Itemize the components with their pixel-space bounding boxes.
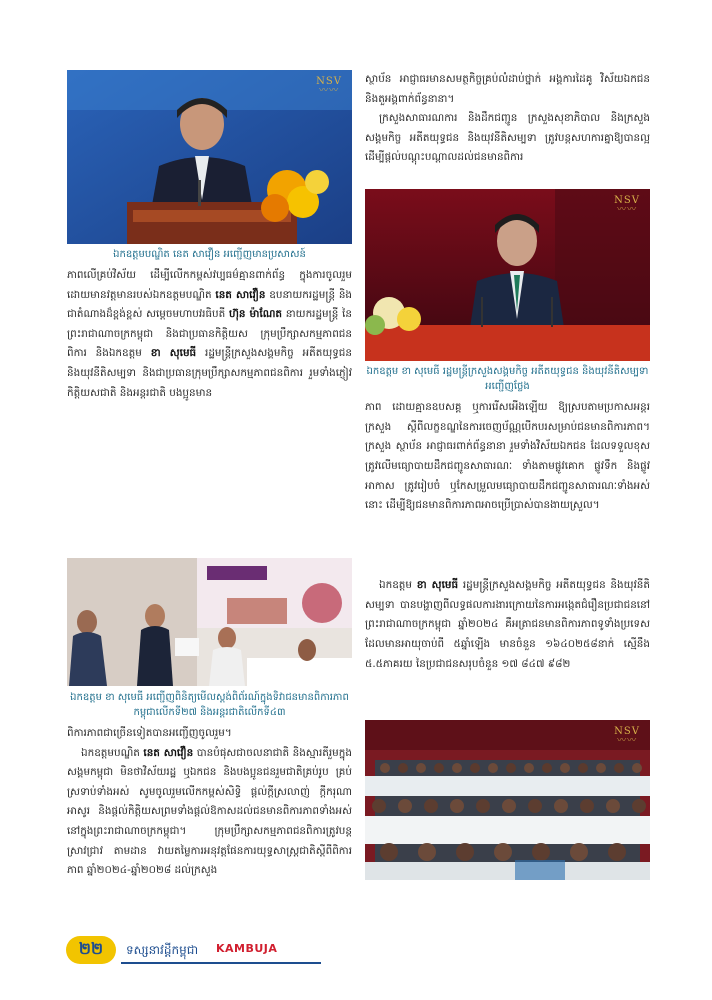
left-paragraph-1: ភាពលើគ្រប់វិស័យ ដើម្បីលើកកម្ពស់វប្បធម៌គ្មានពាក់ព័ន្ធ ក្នុងការចូលរួម ដោយមានវត្តមានរបស់ឯកឧត្តមបណ្ឌិត នេត សាវឿន ឧបនាយករដ្ឋមន្ត្រី និងជាតំណាងដ៏ខ្ពង់ខ្ពស់ សម្តេចមហាបវរធិបតី ហ៊ុន ម៉ាណែត នាយករដ្ឋមន្ត្រី នៃព្រះរាជាណាចក្រកម្ពុជា និងជាប្រធានកិត្តិយស ក្រុមប្រឹក្សាសកម្មភាពជនពិការ និងឯកឧត្តម ខា សុមេធី រដ្ឋមន្ត្រីក្រសួងសង្គមកិច្ច អតីតយុទ្ធជន និងយុវនីតិសម្បទា និងជាប្រធានក្រុមប្រឹក្សាសកម្មភាពជនពិការ រួមទាំងភ្ញៀវកិត្តិយសជាតិ និងអន្តរជាតិ បងប្អូនមាន <box>67 269 352 399</box>
left-paragraph-3: ឯកឧត្តមបណ្ឌិត នេត សាវឿន បានបំផុសជាចលនាជាតិ និងស្មារតីរួមក្នុងសង្គមកម្ពុជា មិនថាវិស័យរដ្ឋ ឬឯកជន និងបងប្អូនជនរួមជាតិគ្រប់រូប គ្រប់ស្រទាប់ទាំងអស់ សូមចូលរួមលើកកម្ពស់សិទ្ធិ ផ្តល់ក្តីស្រលាញ់ ក្តីករុណាអាសូរ និងផ្តល់កិត្តិយសព្រមទាំងផ្តល់ឱកាសដល់ជនមានពិការភាពទាំងអស់នៅក្នុងព្រះរាជាណាចក្រកម្ពុជា។ ក្រុមប្រឹក្សាសកម្មភាពជនពិការត្រូវបន្តស្រាវជ្រាវ តាមដាន វាយតម្លៃការអនុវត្តផែនការយុទ្ធសាស្ត្រជាតិស្តីពីពិការភាព ឆ្នាំ២០២៤-ឆ្នាំ២០២៨ ដល់ក្រសួង <box>67 746 352 877</box>
nsv-logo: NSV 〰〰 <box>614 726 640 747</box>
page-footer <box>66 936 326 966</box>
photo-exhibition <box>67 558 352 686</box>
audience-photo-image <box>365 720 650 880</box>
page-number: ២២ <box>66 936 116 964</box>
photo-caption-3: ឯកឧត្តម ខា សុមេធី រដ្ឋមន្ត្រីក្រសួងសង្គមកិច្ច អតីតយុទ្ធជន និងយុវនីតិសម្បទា អញ្ជើញថ្លែង <box>366 366 649 393</box>
minister-photo-image <box>365 189 650 361</box>
speaker-photo-image <box>67 70 352 244</box>
left-paragraph-2: ពិការភាពជាច្រើនទៀតបានអញ្ជើញចូលរួម។ <box>67 727 232 739</box>
nsv-logo: NSV 〰〰 <box>614 195 640 216</box>
photo-caption-2: ឯកឧត្តម ខា សុមេធី អញ្ជើញពិនិត្យមើលស្តង់ពិព័រណ៍ក្នុងទិវាជនមានពិការភាពកម្ពុជាលើកទី២៧ និងអន្តរជាតិលើកទី៤៣ <box>70 692 349 718</box>
photo-audience <box>365 720 650 880</box>
photo-speaker <box>67 70 352 244</box>
photo-minister-speech <box>365 189 650 361</box>
right-paragraph-2: ក្រសួងសាធារណការ និងដឹកជញ្ជូន ក្រសួងសុខាភិបាល និងក្រសួងសង្គមកិច្ច អតីតយុទ្ធជន និងយុវនីតិសម្បទា ត្រូវបន្តសហការគ្នាឱ្យបានល្អ ដើម្បីផ្តល់បណ្តុះបណ្តាលដល់ជនមានពិការ <box>365 112 650 164</box>
right-paragraph-4: ឯកឧត្តម ខា សុមេធី រដ្ឋមន្ត្រីក្រសួងសង្គមកិច្ច អតីតយុទ្ធជន និងយុវនីតិសម្បទា បានបង្ហាញពីលទ្ធផលការងារក្រោយនៃការអង្កេតជំរឿនប្រជាជននៅព្រះរាជាណាចក្រកម្ពុជា ឆ្នាំ២០២៤ គឺអត្រាជនមានពិការភាពទូទាំងប្រទេស ដែលមានអាយុចាប់ពី ៥ឆ្នាំឡើង មានចំនួន ១៦៤០២៥៨នាក់ ស្មើនឹង ៥.៥ភាគរយ នៃប្រជាជនសរុបចំនួន ១៧ ៨៤៧ ៩៨២ <box>365 579 650 670</box>
left-column <box>67 70 352 962</box>
right-column <box>365 70 650 880</box>
photo-caption-1: ឯកឧត្តមបណ្ឌិត នេត សាវឿន អញ្ជើញមានប្រសាសន៍ <box>113 249 306 260</box>
right-paragraph-3: ភាព ដោយគ្មានឧបសគ្គ ឬការរើសអើងឡើយ ឱ្យស្របតាមប្រកាសអន្តរក្រសួង ស្តីពីលក្ខខណ្ឌនៃការចេញប័ណ្ណបើកបរសម្រាប់ជនមានពិការភាព។ ក្រសួង ស្ថាប័ន អាជ្ញាធរពាក់ព័ន្ធនានា រួមទាំងវិស័យឯកជន ដែលទទួលខុសត្រូវលើមធ្យោបាយដឹកជញ្ជូនសាធារណៈ ទាំងតាមផ្លូវគោក ផ្លូវទឹក និងផ្លូវអាកាស ត្រូវរៀបចំ ឬកែសម្រួលមធ្យោបាយដឹកជញ្ជូនសាធារណៈទាំងអស់នោះ ដើម្បីឱ្យជនមានពិការភាពអាចប្រើប្រាស់បានងាយស្រួល។ <box>365 401 650 512</box>
magazine-brand: KAMBUJA <box>216 942 278 955</box>
exhibition-photo-image <box>67 558 352 686</box>
right-paragraph-1: ស្ថាប័ន អាជ្ញាធរមានសមត្ថកិច្ចគ្រប់លំដាប់ថ្នាក់ អង្គការដៃគូ វិស័យឯកជន និងតួអង្គពាក់ព័ន្ធនានា។ <box>365 73 650 105</box>
magazine-title: ទស្សនាវដ្តីកម្ពុជា <box>126 943 199 957</box>
nsv-logo: NSV 〰〰 <box>316 76 342 96</box>
footer-divider <box>121 962 321 964</box>
